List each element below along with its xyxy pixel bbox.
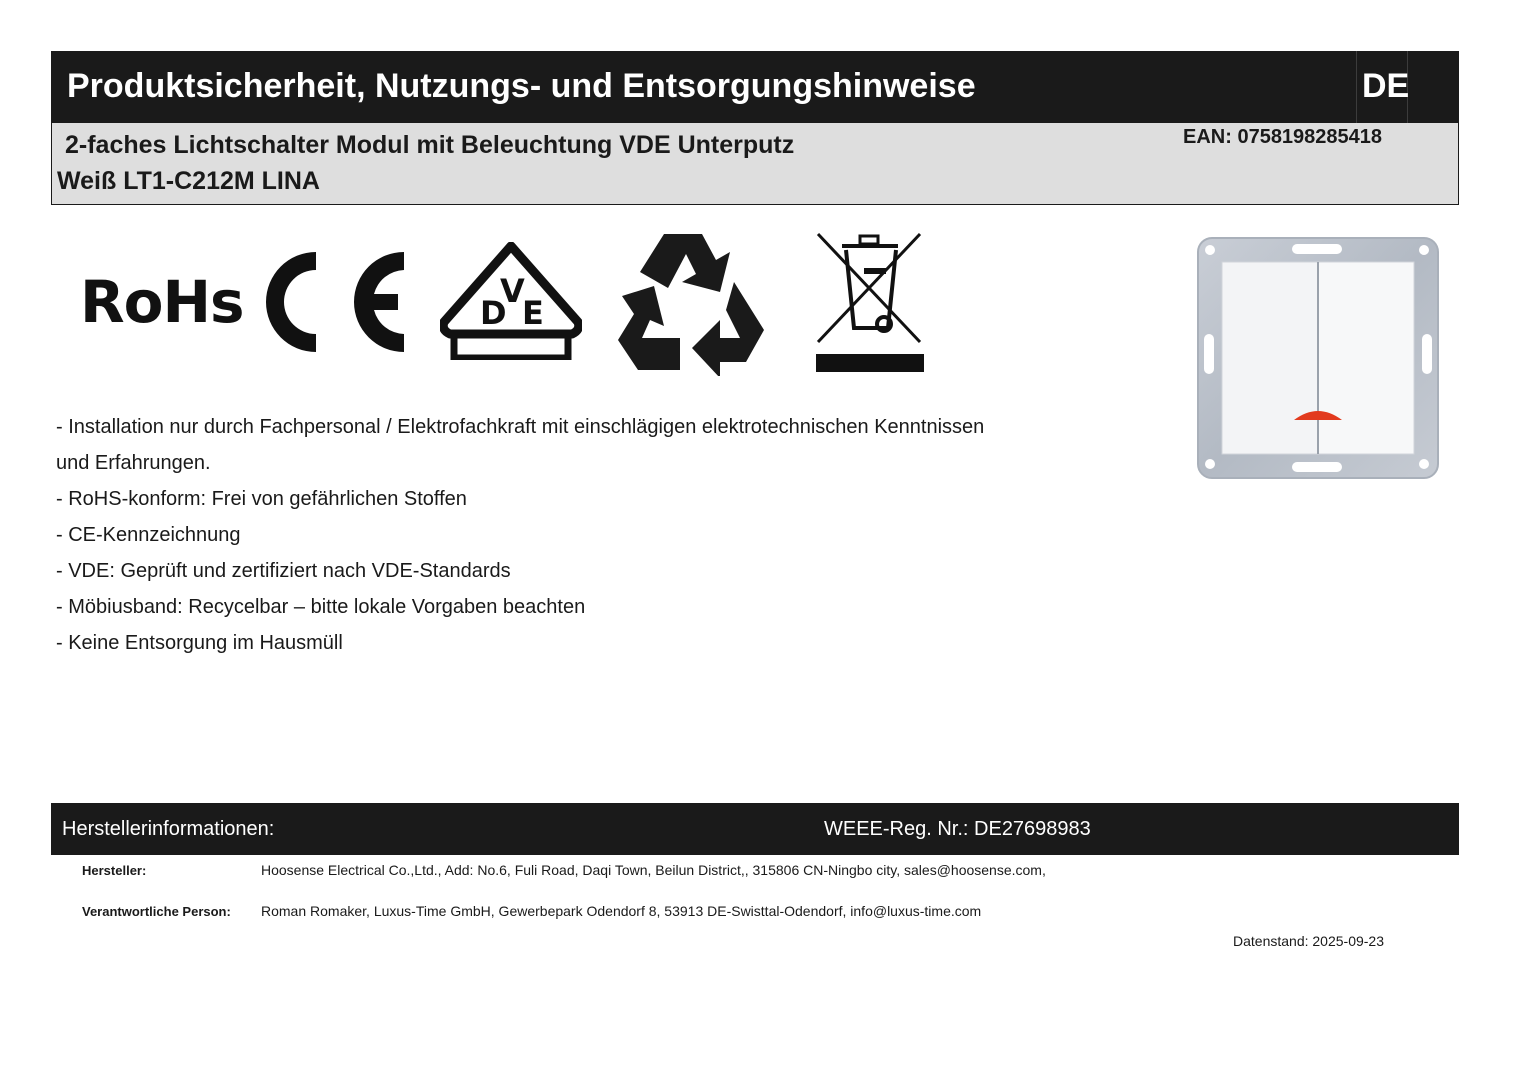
vde-mark-icon bbox=[440, 242, 582, 360]
weee-crossed-bin-icon bbox=[814, 232, 926, 374]
product-image bbox=[1196, 236, 1440, 485]
svg-text:E: E bbox=[522, 294, 544, 332]
language-code: DE bbox=[1362, 67, 1410, 105]
note-line: - Installation nur durch Fachpersonal / Elektrofachkraft mit einschlägigen elektrotechnischen Kenntnissen bbox=[56, 416, 985, 438]
note-line: und Erfahrungen. bbox=[56, 452, 211, 474]
note-line: - Keine Entsorgung im Hausmüll bbox=[56, 632, 343, 654]
rohs-logo: RoHs bbox=[80, 268, 244, 336]
manufacturer-bar bbox=[51, 803, 1459, 855]
safety-notes bbox=[56, 410, 1156, 662]
note-line: - CE-Kennzeichnung bbox=[56, 524, 241, 546]
ce-mark-icon bbox=[258, 250, 408, 354]
hersteller-label: Hersteller: bbox=[82, 863, 147, 878]
language-box bbox=[1356, 51, 1408, 123]
product-name-line2: Weiß LT1-C212M LINA bbox=[57, 167, 320, 195]
hersteller-value: Hoosense Electrical Co.,Ltd., Add: No.6, Fuli Road, Daqi Town, Beilun District,, 315806 CN-Ningbo city, sales@hoosense.com, bbox=[261, 862, 1046, 878]
svg-text:V: V bbox=[500, 272, 525, 310]
svg-text:D: D bbox=[480, 294, 507, 332]
ean-code: EAN: 0758198285418 bbox=[1183, 126, 1383, 148]
note-line: - Möbiusband: Recycelbar – bitte lokale Vorgaben beachten bbox=[56, 596, 586, 618]
product-name-line1: 2-faches Lichtschalter Modul mit Beleuchtung VDE Unterputz bbox=[65, 131, 795, 159]
weee-registration: WEEE-Reg. Nr.: DE27698983 bbox=[824, 818, 1091, 840]
header-bar bbox=[51, 51, 1459, 123]
product-subheader bbox=[51, 123, 1459, 205]
responsible-person-value: Roman Romaker, Luxus-Time GmbH, Gewerbepark Odendorf 8, 53913 DE-Swisttal-Odendorf, info@luxus-time.com bbox=[261, 903, 982, 919]
responsible-person-label: Verantwortliche Person: bbox=[82, 904, 231, 919]
note-line: - RoHS-konform: Frei von gefährlichen Stoffen bbox=[56, 488, 467, 510]
data-date: Datenstand: 2025-09-23 bbox=[1233, 933, 1384, 949]
recycling-icon bbox=[616, 230, 766, 376]
page-title: Produktsicherheit, Nutzungs- und Entsorgungshinweise bbox=[67, 67, 976, 105]
note-line: - VDE: Geprüft und zertifiziert nach VDE-Standards bbox=[56, 560, 511, 582]
manufacturer-section-title: Herstellerinformationen: bbox=[62, 818, 275, 840]
